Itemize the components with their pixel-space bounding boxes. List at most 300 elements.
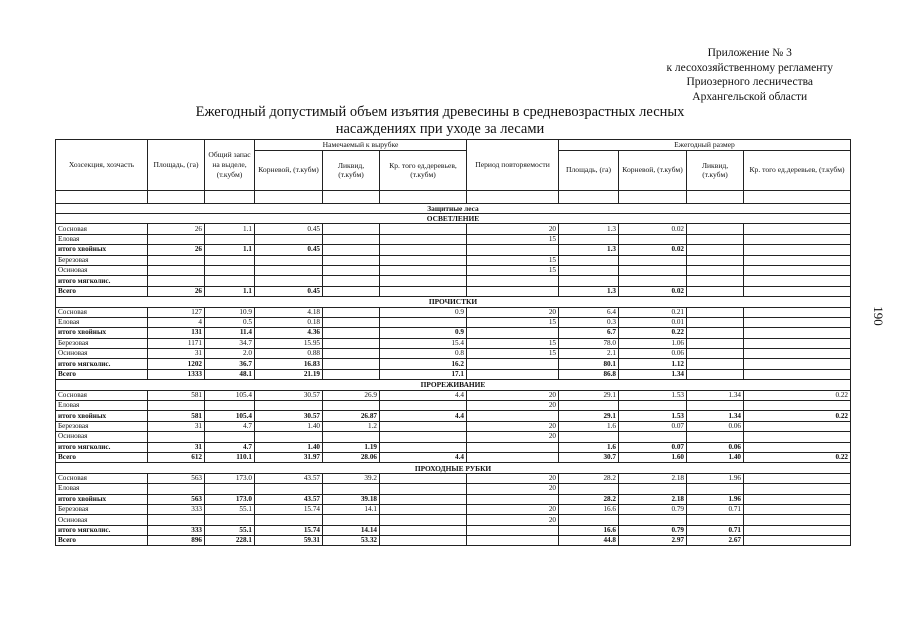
header-annual: Ежегодный размер <box>559 140 851 151</box>
table-cell: 10.9 <box>205 307 255 317</box>
table-row <box>56 234 851 244</box>
table-cell: 20 <box>467 473 559 483</box>
table-cell: 0.71 <box>687 525 744 535</box>
table-row <box>56 421 851 431</box>
section-title: ОСВЕТЛЕНИЕ <box>56 213 851 223</box>
table-row <box>56 369 851 379</box>
table-cell <box>467 286 559 296</box>
table-cell <box>380 224 467 234</box>
table-cell <box>559 255 619 265</box>
table-cell: 0.22 <box>744 452 851 462</box>
table-cell: 333 <box>148 504 205 514</box>
table-cell: 0.8 <box>380 349 467 359</box>
table-cell: 1.3 <box>559 286 619 296</box>
table-cell: 0.71 <box>687 504 744 514</box>
table-cell <box>467 328 559 338</box>
table-cell: 28.2 <box>559 494 619 504</box>
table-cell: 173.0 <box>205 473 255 483</box>
table-cell <box>687 265 744 275</box>
table-cell <box>744 224 851 234</box>
table-cell: 131 <box>148 328 205 338</box>
table-cell <box>687 349 744 359</box>
table-cell: 31 <box>148 442 205 452</box>
appendix-line: Приозерного лесничества <box>686 76 813 88</box>
table-cell: 31 <box>148 421 205 431</box>
table-row <box>56 536 851 546</box>
table-cell: 29.1 <box>559 411 619 421</box>
table-row <box>56 504 851 514</box>
table-cell <box>205 432 255 442</box>
table-cell: 34.7 <box>205 338 255 348</box>
table-cell <box>205 255 255 265</box>
table-cell: 105.4 <box>205 390 255 400</box>
table-cell <box>467 359 559 369</box>
table-cell: 1.40 <box>255 421 323 431</box>
table-cell: 20 <box>467 401 559 411</box>
table-cell: 1.34 <box>687 411 744 421</box>
table-cell: 15 <box>467 265 559 275</box>
table-cell <box>744 245 851 255</box>
table-cell <box>380 536 467 546</box>
table-cell <box>687 359 744 369</box>
table-cell: 0.22 <box>619 328 687 338</box>
table-cell <box>380 494 467 504</box>
table-cell: 1.06 <box>619 338 687 348</box>
table-cell <box>323 317 380 327</box>
table-cell: 1.1 <box>205 286 255 296</box>
table-cell <box>323 338 380 348</box>
table-cell: 2.97 <box>619 536 687 546</box>
table-cell <box>687 224 744 234</box>
table-cell: 16.2 <box>380 359 467 369</box>
table-cell <box>380 432 467 442</box>
table-cell: 0.01 <box>619 317 687 327</box>
row-label: итого хвойных <box>56 328 148 338</box>
table-cell: 105.4 <box>205 411 255 421</box>
table-cell: 16.83 <box>255 359 323 369</box>
table-cell: 0.45 <box>255 245 323 255</box>
table-cell <box>323 255 380 265</box>
table-cell: 21.19 <box>255 369 323 379</box>
appendix-line: Архангельской области <box>692 90 808 103</box>
table-cell: 15 <box>467 234 559 244</box>
table-cell: 28.06 <box>323 452 380 462</box>
table-cell <box>744 401 851 411</box>
header-annual-root: Корневой, (т.кубм) <box>619 150 687 190</box>
header-annual-area: Площадь, (га) <box>559 150 619 190</box>
table-cell: 0.9 <box>380 307 467 317</box>
table-cell <box>323 401 380 411</box>
table-cell: 4 <box>148 317 205 327</box>
table-cell: 2.18 <box>619 494 687 504</box>
table-cell: 20 <box>467 484 559 494</box>
table-cell: 1.34 <box>619 369 687 379</box>
header-stock: Общий запас на выделе, (т.кубм) <box>205 140 255 191</box>
table-cell <box>148 265 205 275</box>
table-cell <box>323 286 380 296</box>
table-cell <box>380 286 467 296</box>
table-cell: 0.02 <box>619 224 687 234</box>
table-cell <box>323 245 380 255</box>
row-label: итого хвойных <box>56 245 148 255</box>
table-cell: 20 <box>467 307 559 317</box>
spacer-cell <box>56 190 148 203</box>
table-cell: 0.45 <box>255 286 323 296</box>
table-cell: 53.32 <box>323 536 380 546</box>
table-cell: 0.22 <box>744 390 851 400</box>
table-cell <box>205 401 255 411</box>
table-cell <box>744 473 851 483</box>
table-cell: 15.74 <box>255 525 323 535</box>
table-cell <box>148 515 205 525</box>
table-cell <box>255 432 323 442</box>
table-cell: 0.21 <box>619 307 687 317</box>
table-cell <box>380 525 467 535</box>
table-cell <box>323 515 380 525</box>
table-row <box>56 265 851 275</box>
table-cell <box>744 349 851 359</box>
table-cell: 127 <box>148 307 205 317</box>
table-cell: 15.4 <box>380 338 467 348</box>
table-cell: 31.97 <box>255 452 323 462</box>
table-cell: 16.6 <box>559 525 619 535</box>
table-cell <box>148 255 205 265</box>
table-cell <box>148 276 205 286</box>
table-header <box>56 140 851 191</box>
row-label: Осиновая <box>56 432 148 442</box>
table-cell: 1.3 <box>559 245 619 255</box>
table-cell <box>323 432 380 442</box>
table-cell: 20 <box>467 515 559 525</box>
table-cell <box>380 421 467 431</box>
row-label: Всего <box>56 286 148 296</box>
table-row <box>56 328 851 338</box>
table-row <box>56 349 851 359</box>
table-cell <box>744 317 851 327</box>
table-row <box>56 245 851 255</box>
row-label: итого хвойных <box>56 411 148 421</box>
table-cell <box>380 504 467 514</box>
section-title: ПРОРЕЖИВАНИЕ <box>56 380 851 390</box>
table-cell: 4.4 <box>380 452 467 462</box>
table-cell <box>744 432 851 442</box>
table-cell: 563 <box>148 473 205 483</box>
table-cell: 581 <box>148 390 205 400</box>
table-cell: 4.18 <box>255 307 323 317</box>
table-row <box>56 411 851 421</box>
table-cell <box>619 484 687 494</box>
table-cell <box>323 369 380 379</box>
table-cell: 26.9 <box>323 390 380 400</box>
table-body <box>56 190 851 546</box>
table-cell <box>380 442 467 452</box>
table-cell <box>380 255 467 265</box>
table-row <box>56 359 851 369</box>
table-cell: 36.7 <box>205 359 255 369</box>
table-row <box>56 255 851 265</box>
table-row <box>56 442 851 452</box>
table-cell: 55.1 <box>205 525 255 535</box>
table-cell: 26 <box>148 286 205 296</box>
table-cell: 1202 <box>148 359 205 369</box>
table-cell: 333 <box>148 525 205 535</box>
table-cell <box>205 265 255 275</box>
table-cell: 31 <box>148 349 205 359</box>
table-cell <box>380 401 467 411</box>
table-row <box>56 286 851 296</box>
table-cell: 1.3 <box>559 224 619 234</box>
table-cell: 15 <box>467 317 559 327</box>
row-label: Сосновая <box>56 390 148 400</box>
table-cell <box>687 307 744 317</box>
table-cell: 1.19 <box>323 442 380 452</box>
table-cell: 4.4 <box>380 390 467 400</box>
table-cell: 4.4 <box>380 411 467 421</box>
row-label: Еловая <box>56 317 148 327</box>
table-cell <box>467 452 559 462</box>
table-cell <box>687 234 744 244</box>
table-cell <box>559 276 619 286</box>
header-annual-trees: Кр. того ед.деревьев, (т.кубм) <box>744 150 851 190</box>
table-cell <box>744 276 851 286</box>
table-cell <box>559 432 619 442</box>
table-cell <box>380 276 467 286</box>
table-cell <box>380 245 467 255</box>
table-row <box>56 276 851 286</box>
table-cell <box>619 234 687 244</box>
table-cell <box>255 255 323 265</box>
forest-type-label: Защитные леса <box>56 203 851 213</box>
table-cell: 0.06 <box>619 349 687 359</box>
table-cell: 59.31 <box>255 536 323 546</box>
table-cell: 43.57 <box>255 494 323 504</box>
table-cell: 612 <box>148 452 205 462</box>
table-cell <box>687 401 744 411</box>
table-cell: 30.7 <box>559 452 619 462</box>
table-cell: 55.1 <box>205 504 255 514</box>
table-cell <box>687 432 744 442</box>
title-line: Ежегодный допустимый объем изъятия древесины в средневозрастных лесных <box>195 104 685 120</box>
table-cell: 20 <box>467 224 559 234</box>
page-title <box>160 104 720 138</box>
table-cell: 0.06 <box>687 442 744 452</box>
table-cell: 16.6 <box>559 504 619 514</box>
table-cell <box>687 245 744 255</box>
table-cell <box>323 265 380 275</box>
table-cell: 1.6 <box>559 421 619 431</box>
table-cell <box>380 473 467 483</box>
table-cell <box>744 255 851 265</box>
table-cell: 15 <box>467 349 559 359</box>
table-cell <box>323 359 380 369</box>
table-cell: 0.88 <box>255 349 323 359</box>
table-row <box>56 224 851 234</box>
table-cell: 17.1 <box>380 369 467 379</box>
table-cell: 6.7 <box>559 328 619 338</box>
table-cell <box>467 536 559 546</box>
table-cell <box>205 484 255 494</box>
row-label: Еловая <box>56 234 148 244</box>
table-cell: 20 <box>467 504 559 514</box>
table-row <box>56 525 851 535</box>
table-cell: 0.79 <box>619 525 687 535</box>
table-cell <box>559 401 619 411</box>
table-cell: 0.18 <box>255 317 323 327</box>
header-root: Корневой, (т.кубм) <box>255 150 323 190</box>
table-cell <box>687 369 744 379</box>
row-label: Березовая <box>56 255 148 265</box>
table-cell <box>255 276 323 286</box>
table-cell <box>744 307 851 317</box>
table-cell: 20 <box>467 390 559 400</box>
table-cell <box>744 286 851 296</box>
table-row <box>56 401 851 411</box>
table-cell: 20 <box>467 421 559 431</box>
table-cell: 896 <box>148 536 205 546</box>
table-cell: 15 <box>467 255 559 265</box>
table-cell <box>619 401 687 411</box>
table-cell <box>148 234 205 244</box>
table-cell: 0.22 <box>744 411 851 421</box>
table-cell: 1333 <box>148 369 205 379</box>
table-cell <box>744 369 851 379</box>
table-cell <box>687 484 744 494</box>
table-cell <box>467 525 559 535</box>
table-row <box>56 307 851 317</box>
table-cell: 0.9 <box>380 328 467 338</box>
row-label: Сосновая <box>56 224 148 234</box>
table-cell: 30.57 <box>255 390 323 400</box>
table-cell <box>380 265 467 275</box>
table-cell: 110.1 <box>205 452 255 462</box>
table-cell: 2.18 <box>619 473 687 483</box>
table-cell <box>744 484 851 494</box>
table-cell <box>744 536 851 546</box>
table-cell <box>323 307 380 317</box>
table-cell <box>467 494 559 504</box>
table-cell: 20 <box>467 432 559 442</box>
table-cell <box>687 515 744 525</box>
row-label: Сосновая <box>56 473 148 483</box>
row-label: Осиновая <box>56 515 148 525</box>
table-cell: 1.60 <box>619 452 687 462</box>
table-cell: 2.67 <box>687 536 744 546</box>
table-cell <box>255 234 323 244</box>
table-row <box>56 432 851 442</box>
header-period: Период повторяемости <box>467 140 559 191</box>
table-cell: 0.45 <box>255 224 323 234</box>
row-label: Осиновая <box>56 265 148 275</box>
table-cell: 14.1 <box>323 504 380 514</box>
table-cell: 0.3 <box>559 317 619 327</box>
table-cell: 2.1 <box>559 349 619 359</box>
table-cell: 1.1 <box>205 245 255 255</box>
table-cell: 0.5 <box>205 317 255 327</box>
table-cell <box>559 515 619 525</box>
table-cell <box>205 276 255 286</box>
table-cell <box>744 265 851 275</box>
row-label: Еловая <box>56 484 148 494</box>
title-line: насаждениях при уходе за лесами <box>335 121 545 137</box>
table-cell: 26 <box>148 245 205 255</box>
table-cell: 0.07 <box>619 421 687 431</box>
table-cell: 1.1 <box>205 224 255 234</box>
table-cell: 39.18 <box>323 494 380 504</box>
table-cell: 1.53 <box>619 411 687 421</box>
table-cell: 228.1 <box>205 536 255 546</box>
row-label: Березовая <box>56 504 148 514</box>
table-cell <box>744 525 851 535</box>
header-area: Площадь, (га) <box>148 140 205 191</box>
table-cell <box>559 234 619 244</box>
row-label: итого мягколис. <box>56 276 148 286</box>
table-cell: 173.0 <box>205 494 255 504</box>
table-cell: 15.95 <box>255 338 323 348</box>
table-cell: 1.40 <box>255 442 323 452</box>
table-cell: 86.8 <box>559 369 619 379</box>
table-cell <box>323 349 380 359</box>
header-liquid: Ликвид, (т.кубм) <box>323 150 380 190</box>
table-cell: 1.96 <box>687 473 744 483</box>
table-row <box>56 473 851 483</box>
table-cell <box>148 401 205 411</box>
table-cell <box>619 265 687 275</box>
table-cell <box>467 411 559 421</box>
table-cell: 0.02 <box>619 286 687 296</box>
header-trees: Кр. того ед.деревьев, (т.кубм) <box>380 150 467 190</box>
table-cell <box>744 421 851 431</box>
table-cell <box>380 515 467 525</box>
table-cell: 29.1 <box>559 390 619 400</box>
table-cell <box>380 317 467 327</box>
table-cell <box>744 515 851 525</box>
table-cell <box>467 442 559 452</box>
section-title: ПРОЧИСТКИ <box>56 297 851 307</box>
row-label: Всего <box>56 369 148 379</box>
table-cell: 1.96 <box>687 494 744 504</box>
table-cell: 563 <box>148 494 205 504</box>
row-label: Осиновая <box>56 349 148 359</box>
table-row <box>56 515 851 525</box>
table-cell <box>255 265 323 275</box>
harvest-table <box>55 139 851 546</box>
table-row <box>56 317 851 327</box>
table-cell <box>323 484 380 494</box>
table-cell: 80.1 <box>559 359 619 369</box>
table-cell <box>619 255 687 265</box>
page-number: 190 <box>870 306 886 326</box>
table-cell <box>744 359 851 369</box>
table-cell <box>148 432 205 442</box>
header-section: Хозсекция, хозчасть <box>56 140 148 191</box>
table-cell <box>619 515 687 525</box>
table-cell <box>205 234 255 244</box>
appendix-note <box>666 46 833 104</box>
table-cell: 1.12 <box>619 359 687 369</box>
table-cell <box>744 328 851 338</box>
header-annual-liquid: Ликвид, (т.кубм) <box>687 150 744 190</box>
table-cell: 26.87 <box>323 411 380 421</box>
table-cell <box>323 224 380 234</box>
table-cell <box>744 234 851 244</box>
table-cell: 48.1 <box>205 369 255 379</box>
table-cell <box>687 276 744 286</box>
table-cell: 0.79 <box>619 504 687 514</box>
table-row <box>56 494 851 504</box>
row-label: Еловая <box>56 401 148 411</box>
table-cell <box>744 494 851 504</box>
table-cell: 15 <box>467 338 559 348</box>
